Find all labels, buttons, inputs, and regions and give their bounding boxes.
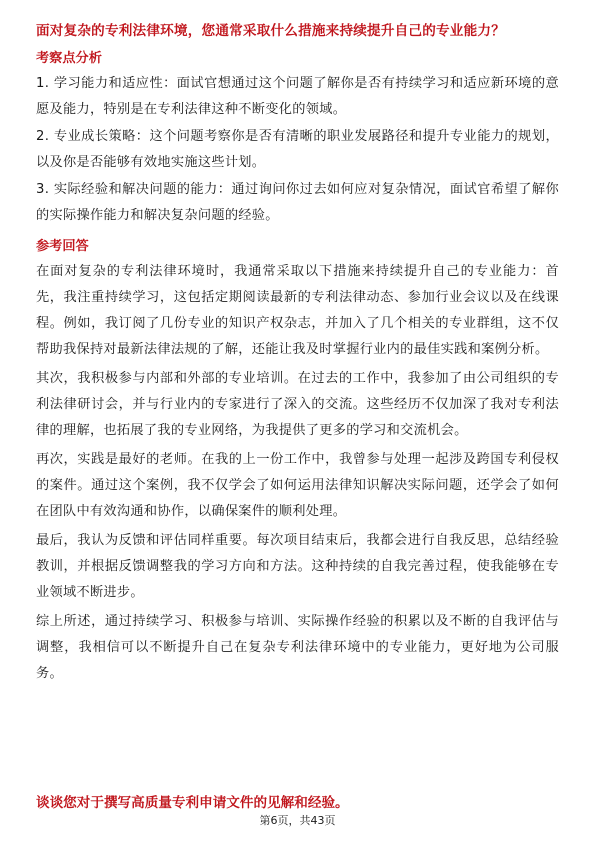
page-number-footer: 第6页，共43页	[259, 814, 336, 827]
analysis-section	[36, 48, 559, 229]
question-title: 面对复杂的专利法律环境，您通常采取什么措施来持续提升自己的专业能力？	[36, 23, 505, 39]
answer-paragraph: 最后，我认为反馈和评估同样重要。每次项目结束后，我都会进行自我反思，总结经验教训，并根据反馈调整我的学习方向和方法。这种持续的自我完善过程，使我能够在专业领域不断进步。	[36, 533, 559, 600]
analysis-item: 2. 专业成长策略：这个问题考察你是否有清晰的职业发展路径和提升专业能力的规划，以及你是否能够有效地实施这些计划。	[36, 129, 559, 170]
next-question-title: 谈谈您对于撰写高质量专利申请文件的见解和经验。	[36, 795, 349, 811]
answer-section	[36, 236, 559, 687]
answer-paragraph: 综上所述，通过持续学习、积极参与培训、实际操作经验的积累以及不断的自我评估与调整，我相信可以不断提升自己在复杂专利法律环境中的专业能力，更好地为公司服务。	[36, 614, 559, 681]
analysis-item: 1. 学习能力和适应性：面试官想通过这个问题了解你是否有持续学习和适应新环境的意愿及能力，特别是在专利法律这种不断变化的领域。	[36, 76, 559, 117]
answer-heading: 参考回答	[36, 239, 89, 254]
answer-paragraph: 在面对复杂的专利法律环境时，我通常采取以下措施来持续提升自己的专业能力：首先，我注重持续学习，这包括定期阅读最新的专利法律动态、参加行业会议以及在线课程。例如，我订阅了几份专业的知识产权杂志，并加入了几个相关的专业群组，这不仅帮助我保持对最新法律法规的了解，还能让我及时掌握行业内的最佳实践和案例分析。	[36, 264, 559, 357]
analysis-heading: 考察点分析	[36, 51, 102, 66]
answer-paragraph: 其次，我积极参与内部和外部的专业培训。在过去的工作中，我参加了由公司组织的专利法律研讨会，并与行业内的专家进行了深入的交流。这些经历不仅加深了我对专利法律的理解，也拓展了我的专业网络，为我提供了更多的学习和交流机会。	[36, 371, 559, 438]
analysis-item: 3. 实际经验和解决问题的能力：通过询问你过去如何应对复杂情况，面试官希望了解你的实际操作能力和解决复杂问题的经验。	[36, 182, 559, 223]
answer-paragraph: 再次，实践是最好的老师。在我的上一份工作中，我曾参与处理一起涉及跨国专利侵权的案件。通过这个案例，我不仅学会了如何运用法律知识解决实际问题，还学会了如何在团队中有效沟通和协作，以确保案件的顺利处理。	[36, 452, 559, 519]
document-page	[36, 20, 559, 690]
